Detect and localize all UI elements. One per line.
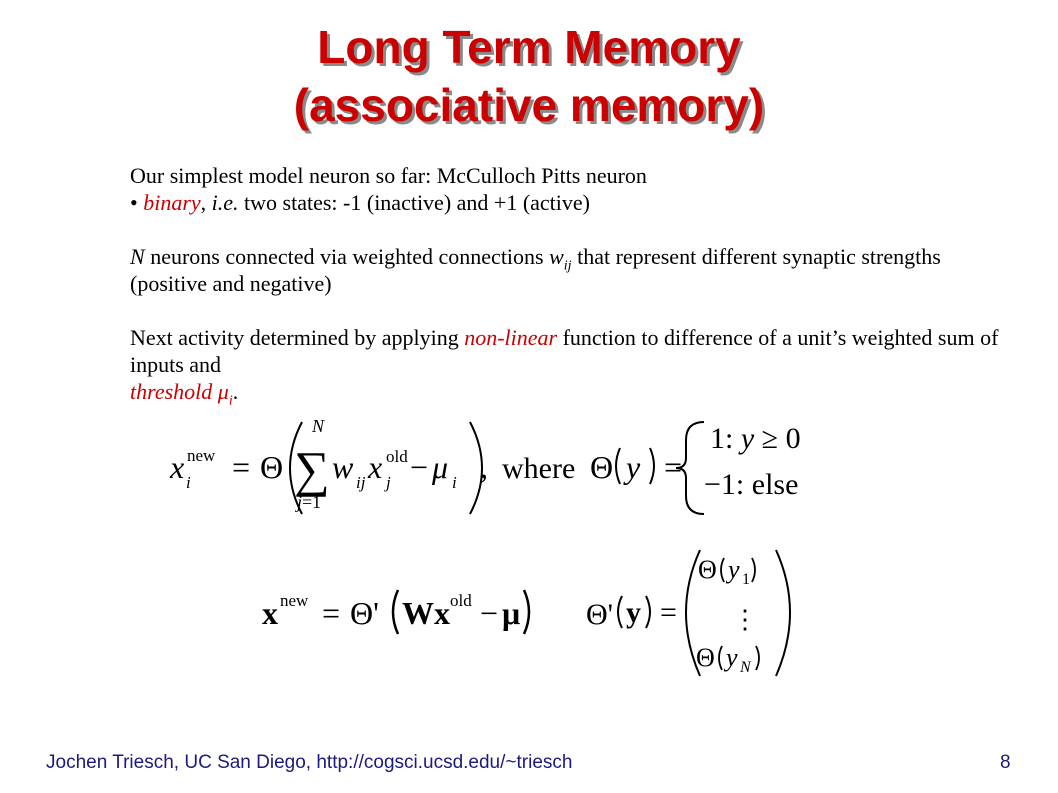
svg-text:ij: ij xyxy=(356,473,366,492)
svg-text:Wx: Wx xyxy=(402,595,450,631)
svg-text:new: new xyxy=(187,446,216,465)
svg-text:⋮: ⋮ xyxy=(732,605,758,634)
svg-text:∑: ∑ xyxy=(294,441,330,497)
paragraph-model-neuron: Our simplest model neuron so far: McCulloch Pitts neuron xyxy=(130,163,647,188)
slide-title-line2: (associative memory) xyxy=(293,79,765,131)
svg-text:i: i xyxy=(452,473,457,492)
nonlinear-term: non-linear xyxy=(464,325,558,350)
footer-author: Jochen Triesch, UC San Diego, http://cogsci.ucsd.edu/~triesch xyxy=(46,752,573,773)
svg-text:Θ': Θ' xyxy=(350,595,379,631)
svg-text:μ: μ xyxy=(502,595,521,631)
svg-text:=: = xyxy=(232,449,251,485)
svg-text:,: , xyxy=(480,449,488,485)
svg-text:1: 1 xyxy=(742,571,750,588)
threshold-term: threshold μ xyxy=(130,379,229,404)
activity-text-b: function to difference of a unit’s weighted sum of inputs and xyxy=(130,325,999,377)
svg-text:j=1: j=1 xyxy=(297,492,322,512)
svg-text:=: = xyxy=(322,595,341,631)
bullet-binary: • binary, i.e. two states: -1 (inactive) and +1 (active) xyxy=(130,190,590,215)
svg-text:Θ: Θ xyxy=(696,643,715,672)
svg-text:w: w xyxy=(332,449,354,485)
page-number: 8 xyxy=(1000,752,1011,773)
activity-text-a: Next activity determined by applying xyxy=(130,325,465,350)
svg-text:N: N xyxy=(312,416,325,436)
threshold-subscript: i xyxy=(228,393,233,409)
slide-body xyxy=(130,162,1010,409)
svg-text:μ: μ xyxy=(432,449,449,485)
svg-text:where: where xyxy=(502,452,576,485)
svg-text:Θ: Θ xyxy=(698,555,717,584)
svg-text:Θ': Θ' xyxy=(586,598,614,631)
svg-text:old: old xyxy=(386,447,408,466)
svg-text:−: − xyxy=(410,449,429,485)
svg-text:Θ: Θ xyxy=(590,449,614,485)
svg-text:y: y xyxy=(728,555,740,584)
w-symbol: w xyxy=(549,244,564,269)
binary-term: binary xyxy=(143,190,201,215)
svg-text:new: new xyxy=(280,591,309,610)
ie-abbrev: i.e. xyxy=(211,190,239,215)
svg-text:Θ: Θ xyxy=(260,449,284,485)
connections-text-b: that represent different synaptic strengths (positive and negative) xyxy=(130,244,941,296)
svg-text:1: y ≥ 0: 1: y ≥ 0 xyxy=(710,422,801,455)
activity-end: . xyxy=(232,379,239,404)
bullet-rest: two states: -1 (inactive) and +1 (active) xyxy=(244,190,590,215)
svg-text:x: x xyxy=(170,449,185,485)
svg-text:old: old xyxy=(450,591,472,610)
svg-text:y: y xyxy=(726,643,738,672)
w-subscript: ij xyxy=(563,258,572,274)
svg-text:y: y xyxy=(626,449,641,485)
connections-text-a: neurons connected via weighted connections xyxy=(144,244,550,269)
svg-text:x: x xyxy=(262,595,278,631)
svg-text:−: − xyxy=(480,595,499,631)
paragraph-connections xyxy=(130,243,1010,297)
svg-text:N: N xyxy=(740,659,751,676)
slide-title-line1: Long Term Memory xyxy=(317,21,741,73)
n-symbol: N xyxy=(130,244,145,269)
paragraph-activity xyxy=(130,324,1010,409)
svg-text:=: = xyxy=(660,596,677,629)
svg-text:x: x xyxy=(368,449,383,485)
svg-text:=: = xyxy=(664,449,683,485)
svg-text:−1: else: −1: else xyxy=(704,468,799,501)
svg-text:i: i xyxy=(186,473,191,492)
svg-text:y: y xyxy=(626,596,641,629)
svg-text:j: j xyxy=(386,473,391,492)
